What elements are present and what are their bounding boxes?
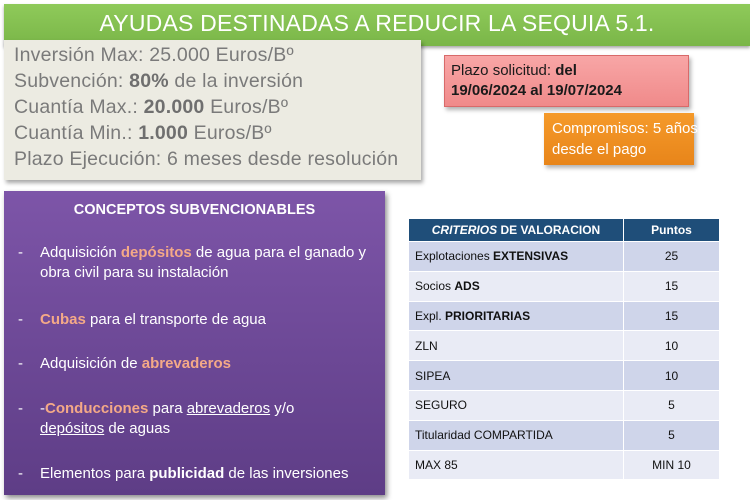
criterio-cell: SIPEA <box>409 361 624 391</box>
table-row <box>409 390 720 420</box>
compromisos-box <box>544 113 698 165</box>
cuantia-min-line: Cuantía Min.: 1.000 Euros/Bº <box>14 122 272 144</box>
puntos-cell: 5 <box>624 390 720 420</box>
plazo-label: Plazo solicitud: del <box>451 62 577 79</box>
puntos-cell: 15 <box>624 301 720 331</box>
compromisos-line-2: desde el pago <box>552 141 647 158</box>
page-title: AYUDAS DESTINADAS A REDUCIR LA SEQUIA 5.1. <box>99 10 655 36</box>
criterio-cell: Titularidad COMPARTIDA <box>409 420 624 450</box>
table-row <box>409 331 720 361</box>
subvencion-line: Subvención: 80% de la inversión <box>14 70 304 92</box>
puntos-cell: 10 <box>624 361 720 391</box>
table-row <box>409 450 720 480</box>
criterio-cell: Explotaciones EXTENSIVAS <box>409 242 624 272</box>
plazo-ejecucion-line: Plazo Ejecución: 6 meses desde resolución <box>14 148 399 170</box>
plazo-dates: 19/06/2024 al 19/07/2024 <box>451 82 622 99</box>
criterio-cell: Expl. PRIORITARIAS <box>409 301 624 331</box>
conceptos-heading: CONCEPTOS SUBVENCIONABLES <box>73 202 316 218</box>
table-row <box>409 301 720 331</box>
criterios-header: CRITERIOS DE VALORACION <box>409 219 624 242</box>
table-row <box>409 271 720 301</box>
puntos-cell: 25 <box>624 242 720 272</box>
puntos-cell: 10 <box>624 331 720 361</box>
compromisos-line-1: Compromisos: 5 años <box>552 120 698 137</box>
puntos-cell: 15 <box>624 271 720 301</box>
table-row <box>409 361 720 391</box>
puntos-cell: 5 <box>624 420 720 450</box>
criterio-cell: ZLN <box>409 331 624 361</box>
criterio-cell: SEGURO <box>409 390 624 420</box>
conceptos-box: CONCEPTOS SUBVENCIONABLES - Adquisición depósitos de agua para el ganado y obra civil para su instalación - Cubas para el transporte de agua - Adquisición de abrevaderos - -Conducciones para abrevaderos y/o depósitos de aguas - Elementos para publicidad de las inversiones <box>4 191 385 495</box>
info-box <box>4 40 421 180</box>
criterio-cell: MAX 85 <box>409 450 624 480</box>
criterio-cell: Socios ADS <box>409 271 624 301</box>
criterios-header-row <box>409 219 720 242</box>
table-row <box>409 242 720 272</box>
criterios-table <box>408 218 720 480</box>
inversion-line: Inversión Max: 25.000 Euros/Bº <box>14 44 294 66</box>
puntos-cell: MIN 10 <box>624 450 720 480</box>
table-row <box>409 420 720 450</box>
cuantia-max-line: Cuantía Max.: 20.000 Euros/Bº <box>14 96 289 118</box>
plazo-solicitud-box <box>444 55 689 107</box>
puntos-header: Puntos <box>624 219 720 242</box>
